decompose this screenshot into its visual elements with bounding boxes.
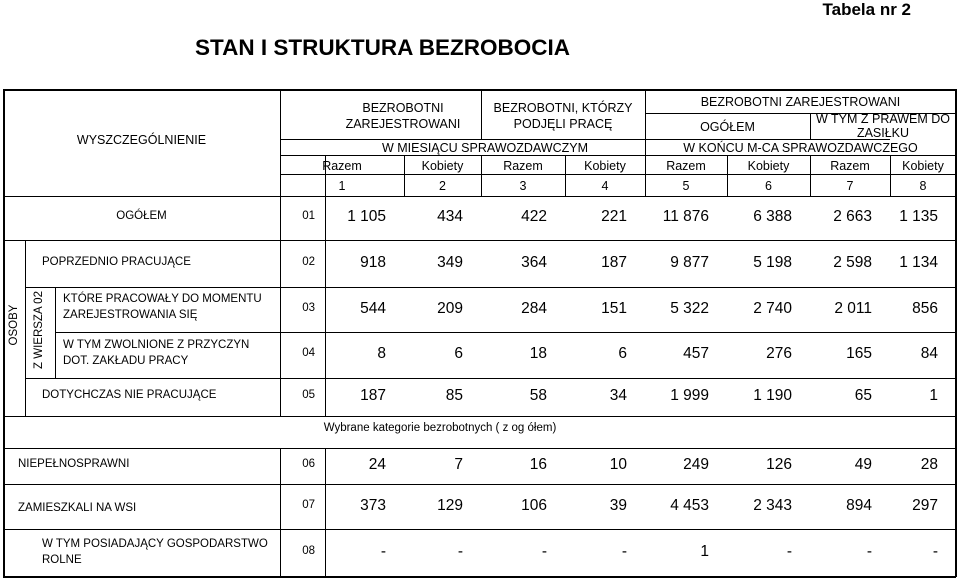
- table-cell: 165: [846, 345, 872, 362]
- grid-line: [3, 416, 956, 417]
- table-cell: 1 190: [753, 387, 792, 404]
- table-cell: 1: [929, 387, 938, 404]
- table-cell: 2 663: [833, 208, 872, 225]
- table-cell: 187: [360, 387, 386, 404]
- grid-line: [3, 576, 956, 578]
- grid-line: [25, 287, 956, 288]
- subheader-razem: Razem: [666, 159, 706, 173]
- table-cell: 5 198: [753, 253, 792, 271]
- row-label: OGÓŁEM: [116, 210, 167, 222]
- subheader-kobiety: Kobiety: [584, 159, 626, 173]
- row-label: ZAMIESZKALI NA WSI: [18, 502, 137, 514]
- table-cell: 1: [700, 543, 709, 560]
- column-header-ogolem: OGÓŁEM: [700, 120, 755, 134]
- table-cell: 10: [609, 456, 627, 473]
- table-cell: -: [541, 543, 547, 560]
- table-cell: 85: [445, 387, 463, 404]
- row-code: 03: [302, 301, 315, 314]
- column-number: 6: [765, 179, 772, 193]
- table-cell: 544: [360, 299, 386, 317]
- column-header-podjeli-prace: PODJĘLI PRACĘ: [513, 117, 613, 131]
- table-cell: 434: [437, 208, 463, 225]
- table-cell: -: [786, 543, 792, 560]
- table-cell: 151: [601, 299, 627, 317]
- table-cell: 422: [521, 208, 547, 225]
- table-cell: 5 322: [670, 299, 709, 317]
- table-cell: 8: [377, 345, 386, 362]
- table-cell: -: [932, 543, 938, 560]
- table-cell: 9 877: [670, 253, 709, 271]
- table-cell: 6: [454, 345, 463, 362]
- row-code: 04: [302, 347, 315, 359]
- table-cell: 18: [529, 345, 547, 362]
- column-header-w-miesiacu: W MIESIĄCU SPRAWOZDAWCZYM: [381, 141, 588, 155]
- row-code: 05: [302, 389, 315, 401]
- subheader-kobiety: Kobiety: [421, 159, 464, 173]
- table-cell: 1 134: [899, 253, 938, 271]
- column-header-z-prawem: W TYM Z PRAWEM DO: [815, 112, 951, 126]
- grid-line: [25, 240, 26, 416]
- table-cell: 1 999: [670, 387, 709, 404]
- table-cell: 457: [683, 345, 709, 362]
- table-cell: 4 453: [670, 496, 709, 514]
- grid-line: [3, 240, 956, 241]
- column-number: 5: [682, 179, 690, 193]
- table-cell: 129: [437, 496, 463, 514]
- grid-line: [3, 196, 5, 577]
- table-cell: 49: [854, 456, 872, 473]
- column-header-z-prawem: ZASIŁKU: [856, 126, 910, 140]
- table-cell: 7: [454, 456, 463, 473]
- table-cell: 373: [360, 496, 386, 514]
- subheader-razem: Razem: [322, 159, 362, 173]
- table-cell: 1 105: [347, 208, 386, 225]
- table-cell: 28: [920, 456, 938, 473]
- column-number: 2: [439, 179, 446, 193]
- column-number: 4: [601, 179, 609, 193]
- subheader-razem: Razem: [830, 159, 870, 173]
- table-cell: 276: [766, 345, 792, 362]
- table-cell: 856: [912, 299, 938, 317]
- page-title: STAN I STRUKTURA BEZROBOCIA: [195, 35, 570, 60]
- row-code: 07: [302, 498, 315, 511]
- row-label: W TYM ZWOLNIONE Z PRZYCZYN: [63, 339, 250, 351]
- grid-line: [3, 448, 956, 449]
- table-cell: 39: [609, 496, 627, 514]
- row-label: KTÓRE PRACOWAŁY DO MOMENTU: [63, 293, 262, 305]
- column-number: 1: [338, 179, 346, 193]
- table-cell: 209: [437, 299, 463, 317]
- table-cell: 11 876: [662, 208, 709, 225]
- table-cell: -: [866, 543, 872, 560]
- grid-line: [3, 89, 956, 91]
- side-label-osoby: OSOBY: [8, 304, 20, 346]
- table-cell: 1 135: [899, 208, 938, 225]
- table-cell: 297: [912, 496, 938, 514]
- column-header-zarejestrowani-top: BEZROBOTNI ZAREJESTROWANI: [700, 95, 901, 109]
- section-label: Wybrane kategorie bezrobotnych ( z og ółem): [323, 422, 557, 434]
- table-cell: 221: [601, 208, 627, 225]
- table-cell: 24: [368, 456, 386, 473]
- row-code: 08: [302, 545, 315, 557]
- row-code: 02: [302, 255, 315, 268]
- column-header-podjeli-prace: BEZROBOTNI, KTÓRZY: [493, 101, 633, 115]
- side-label-z-wiersza: Z WIERSZA 02: [33, 291, 45, 369]
- grid-line: [55, 332, 956, 333]
- table-cell: 918: [360, 253, 386, 271]
- grid-line: [280, 174, 956, 175]
- table-cell: 58: [529, 387, 547, 404]
- grid-line: [3, 484, 956, 485]
- table-cell: 894: [846, 496, 872, 514]
- column-header-zarejestrowani: BEZROBOTNI: [362, 101, 444, 115]
- table-cell: 6: [618, 345, 627, 362]
- table-cell: 2 598: [833, 253, 872, 271]
- table-cell: 249: [683, 456, 709, 473]
- grid-line: [25, 378, 956, 379]
- column-number: 7: [846, 179, 854, 193]
- table-cell: 349: [437, 253, 463, 271]
- row-label: DOT. ZAKŁADU PRACY: [63, 355, 189, 367]
- column-number: 8: [919, 179, 927, 193]
- subheader-kobiety: Kobiety: [747, 159, 790, 173]
- row-label: NIEPEŁNOSPRAWNI: [18, 458, 130, 470]
- row-label: DOTYCHCZAS NIE PRACUJĄCE: [42, 389, 217, 401]
- table-cell: 84: [920, 345, 938, 362]
- grid-line: [3, 196, 956, 197]
- grid-line: [3, 529, 956, 530]
- row-label: ROLNE: [42, 554, 82, 566]
- table-cell: 106: [521, 496, 547, 514]
- table-cell: 284: [521, 299, 547, 317]
- table-cell: 2 011: [834, 299, 872, 317]
- table-number: Tabela nr 2: [822, 0, 911, 19]
- row-label: POPRZEDNIO PRACUJĄCE: [42, 256, 191, 268]
- table-cell: -: [621, 543, 627, 560]
- row-label: ZAREJESTROWANIA SIĘ: [63, 309, 198, 321]
- grid-line: [55, 287, 56, 378]
- column-header-wyszczegolnienie: WYSZCZEGÓLNIENIE: [76, 133, 207, 147]
- table-cell: 2 343: [753, 496, 792, 514]
- table-cell: 16: [529, 456, 547, 473]
- column-number: 3: [519, 179, 527, 193]
- grid-line: [280, 139, 645, 140]
- table-cell: 2 740: [753, 299, 792, 317]
- table-cell: 65: [854, 387, 872, 404]
- table-cell: 34: [609, 387, 627, 404]
- subheader-razem: Razem: [503, 159, 543, 173]
- table-cell: 364: [521, 253, 547, 271]
- row-code: 01: [302, 210, 315, 222]
- table-cell: -: [380, 543, 386, 560]
- row-code: 06: [302, 458, 315, 470]
- grid-line: [280, 155, 956, 156]
- subheader-kobiety: Kobiety: [902, 159, 944, 173]
- table-cell: 6 388: [753, 208, 792, 225]
- table-cell: -: [457, 543, 463, 560]
- row-label: W TYM POSIADAJĄCY GOSPODARSTWO: [42, 538, 268, 550]
- column-header-w-koncu: W KOŃCU M-CA SPRAWOZDAWCZEGO: [683, 141, 918, 155]
- table-cell: 126: [766, 456, 792, 473]
- table-cell: 187: [601, 253, 627, 271]
- column-header-zarejestrowani: ZAREJESTROWANI: [345, 117, 461, 131]
